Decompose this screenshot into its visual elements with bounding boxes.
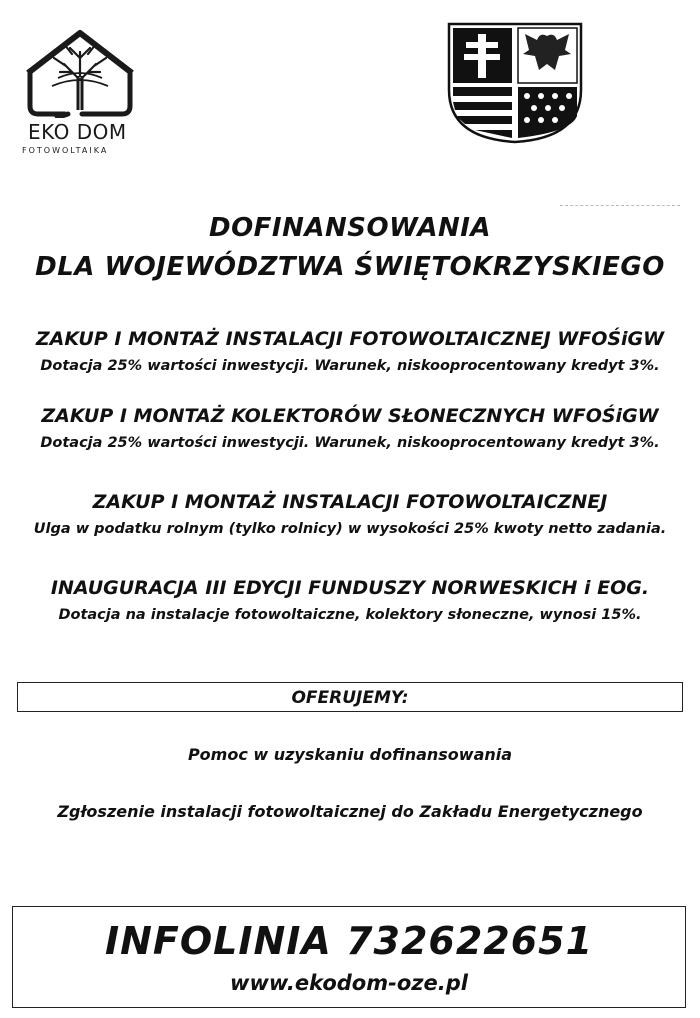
house-tree-icon [20, 28, 160, 118]
offer-label: OFERUJEMY: [291, 688, 409, 708]
website-link[interactable]: www.ekodom-oze.pl [230, 971, 468, 995]
section-3-heading: ZAKUP I MONTAŻ INSTALACJI FOTOWOLTAICZNEJ [92, 491, 608, 513]
section-4-detail: Dotacja na instalacje fotowoltaiczne, kolektory słoneczne, wynosi 15%. [58, 607, 642, 623]
header-line-2: DLA WOJEWÓDZTWA ŚWIĘTOKRZYSKIEGO [35, 252, 665, 282]
scan-artifact-line [560, 205, 680, 206]
ekodom-logo [20, 28, 160, 168]
header-line-1: DOFINANSOWANIA [208, 213, 492, 243]
offer-item-1: Pomoc w uzyskaniu dofinansowania [187, 745, 513, 764]
section-2-heading: ZAKUP I MONTAŻ KOLEKTORÓW SŁONECZNYCH WFOŚiGW [41, 405, 659, 427]
section-3-detail: Ulga w podatku rolnym (tylko rolnicy) w wysokości 25% kwoty netto zadania. [33, 521, 667, 537]
offer-box [17, 682, 683, 712]
coat-of-arms-icon [445, 20, 585, 145]
section-1-detail: Dotacja 25% wartości inwestycji. Warunek, niskooprocentowany kredyt 3%. [40, 358, 660, 374]
section-1-heading: ZAKUP I MONTAŻ INSTALACJI FOTOWOLTAICZNEJ WFOŚiGW [35, 328, 665, 350]
hotline-number: INFOLINIA 732622651 [104, 919, 594, 963]
logo-name: EKO DOM [28, 120, 127, 144]
section-2-detail: Dotacja 25% wartości inwestycji. Warunek, niskooprocentowany kredyt 3%. [40, 435, 660, 451]
offer-item-2: Zgłoszenie instalacji fotowoltaicznej do Zakładu Energetycznego [57, 802, 643, 821]
contact-box [12, 906, 686, 1008]
logo-tagline: FOTOWOLTAIKA [22, 146, 109, 155]
section-4-heading: INAUGURACJA III EDYCJI FUNDUSZY NORWESKICH i EOG. [50, 577, 650, 599]
